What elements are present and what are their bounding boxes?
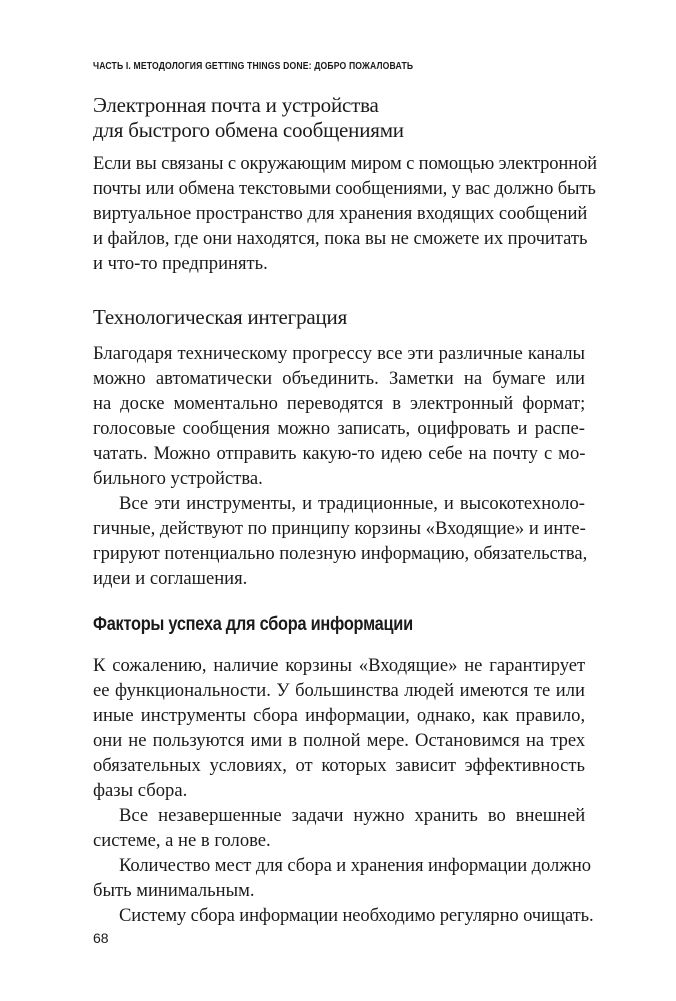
text-line: голосовые сообщения можно записать, оцифровать и распе- xyxy=(93,418,585,439)
text-line: почты или обмена текстовыми сообщениями, у вас должно быть xyxy=(93,178,596,199)
text-line: ее функциональности. У большинства людей имеются те или xyxy=(93,680,585,701)
subsection-title-line: Технологическая интеграция xyxy=(93,305,348,329)
text-line: чатать. Можно отправить какую-то идею себе на почту с мо- xyxy=(93,443,586,464)
subsection-title-email xyxy=(93,93,585,143)
text-line: Все эти инструменты, и традиционные, и высокотехноло- xyxy=(119,493,585,514)
paragraph-success-2 xyxy=(93,803,585,853)
text-line: и что-то предпринять. xyxy=(93,253,268,274)
text-line: обязательных условиях, от которых зависит эффективность xyxy=(93,755,585,776)
paragraph-integration-2 xyxy=(93,491,588,591)
text-line: Все незавершенные задачи нужно хранить во внешней xyxy=(119,805,586,826)
section-title: Факторы успеха для сбора информации xyxy=(93,614,413,635)
paragraph-success-1 xyxy=(93,653,585,803)
text-line: Систему сбора информации необходимо регулярно очищать. xyxy=(119,905,594,926)
text-line: на доске моментально переводятся в электронный формат; xyxy=(93,393,586,414)
text-line: грируют потенциально полезную информацию, обязательства, xyxy=(93,543,588,564)
text-line: виртуальное пространство для хранения входящих сообщений xyxy=(93,203,588,224)
text-line: фазы сбора. xyxy=(93,780,188,801)
text-line: гичные, действуют по принципу корзины «Входящие» и инте- xyxy=(93,518,586,539)
section-title-wrapper xyxy=(93,614,585,636)
text-line: системе, а не в голове. xyxy=(93,830,271,851)
text-line: бильного устройства. xyxy=(93,468,263,489)
subsection-title-line: Электронная почта и устройства xyxy=(93,93,379,117)
text-line: идеи и соглашения. xyxy=(93,568,248,589)
text-line: Количество мест для сбора и хранения информации должно xyxy=(119,855,591,876)
text-line: иные инструменты сбора информации, однако, как правило, xyxy=(93,705,586,726)
paragraph-success-3 xyxy=(93,853,591,903)
text-line: можно автоматически объединить. Заметки на бумаге или xyxy=(93,368,585,389)
text-line: быть минимальным. xyxy=(93,880,255,901)
text-line: Благодаря техническому прогрессу все эти различные каналы xyxy=(93,343,585,364)
text-line: они не пользуются ими в полной мере. Остановимся на трех xyxy=(93,730,586,751)
running-head: ЧАСТЬ I. МЕТОДОЛОГИЯ GETTING THINGS DONE: ДОБРО ПОЖАЛОВАТЬ xyxy=(93,60,414,72)
text-line: К сожалению, наличие корзины «Входящие» не гарантирует xyxy=(93,655,586,676)
paragraph-email xyxy=(93,151,597,276)
subsection-title-line: для быстрого обмена сообщениями xyxy=(93,118,404,142)
page-number: 68 xyxy=(93,930,109,946)
text-line: Если вы связаны с окружающим миром с помощью электронной xyxy=(93,153,597,174)
subsection-title-integration xyxy=(93,305,585,330)
paragraph-success-4 xyxy=(93,903,594,928)
paragraph-integration-1 xyxy=(93,341,585,491)
text-line: и файлов, где они находятся, пока вы не сможете их прочитать xyxy=(93,228,588,249)
